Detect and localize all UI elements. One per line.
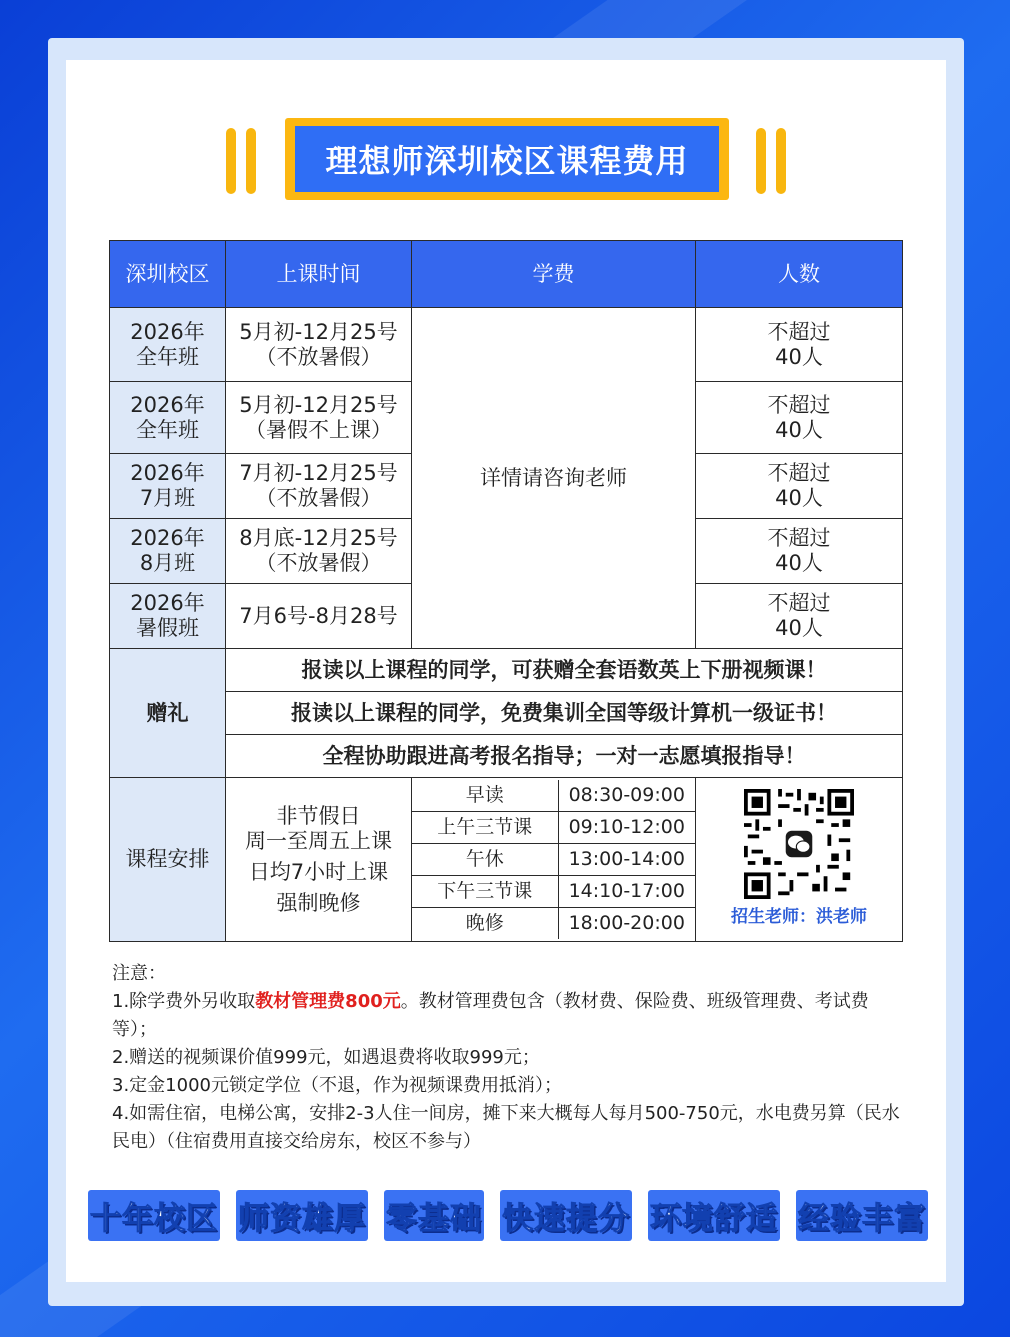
time-range: 5月初-12月25号 [239,319,398,344]
class-year: 2026年 [130,392,205,417]
gift-row [110,735,903,778]
class-year: 2026年 [130,319,205,344]
summary-line: 周一至周五上课 [245,828,392,853]
capacity-label: 不超过 [767,591,831,615]
summary-line: 非节假日 [276,803,361,828]
header-capacity: 人数 [696,241,903,308]
left-accent-bar [246,128,256,194]
header-time: 上课时间 [226,241,412,308]
fee-table [109,240,903,942]
schedule-row [110,778,903,942]
time-cell [226,382,412,454]
capacity-value: 40人 [775,344,823,369]
slogan: 环境舒适 [648,1190,780,1241]
gift-line: 报读以上课程的同学，可获赠全套语数英上下册视频课！ [226,649,903,692]
table-header-row [110,241,903,308]
slot-name: 午休 [412,844,558,876]
time-cell [226,308,412,382]
time-range: 7月6号-8月28号 [239,603,398,628]
capacity-label: 不超过 [767,526,831,550]
slot-name: 上午三节课 [412,812,558,844]
schedule-slots-cell [412,778,696,942]
slot-row [412,780,695,812]
slot-time: 13:00-14:00 [558,844,695,876]
class-type: 全年班 [136,344,199,369]
time-cell [226,519,412,584]
qr-caption: 招生老师：洪老师 [731,907,867,927]
note-item: 3.定金1000元锁定学位（不退，作为视频课费用抵消）； [112,1075,562,1096]
slot-row [412,812,695,844]
schedule-slots [412,780,695,939]
capacity-cell [696,454,903,519]
capacity-label: 不超过 [767,319,831,344]
class-type: 8月班 [139,551,196,575]
time-range: 5月初-12月25号 [239,392,398,417]
capacity-value: 40人 [775,417,823,442]
poster-card [66,60,946,1282]
capacity-label: 不超过 [767,392,831,417]
slot-time: 08:30-09:00 [558,780,695,812]
slot-row [412,908,695,940]
slot-time: 14:10-17:00 [558,876,695,908]
class-cell [110,382,226,454]
capacity-cell [696,584,903,649]
note-item: 2.赠送的视频课价值999元，如遇退费将收取999元； [112,1047,540,1068]
time-range: 8月底-12月25号 [239,526,398,550]
note-text: 1.除学费外另收取 [112,991,256,1012]
left-accent-bar [226,128,236,194]
header-campus: 深圳校区 [110,241,226,308]
summary-line: 强制晚修 [276,890,361,915]
gift-row [110,649,903,692]
time-note: （不放暑假） [255,344,382,369]
gift-row [110,692,903,735]
class-type: 暑假班 [136,616,199,640]
class-type: 全年班 [136,417,199,442]
notes-heading: 注意： [112,963,166,984]
class-year: 2026年 [130,526,205,550]
time-cell [226,584,412,649]
slogan: 经验丰富 [796,1190,928,1241]
slot-row [412,844,695,876]
summary-line: 日均7小时上课 [248,859,389,884]
slot-time: 09:10-12:00 [558,812,695,844]
table-row [110,308,903,382]
slogan: 快速提分 [500,1190,632,1241]
title-section [66,118,946,202]
slot-name: 晚修 [412,908,558,940]
schedule-label: 课程安排 [110,778,226,942]
slot-name: 下午三节课 [412,876,558,908]
note-highlight: 教材管理费800元 [255,991,401,1012]
slogan-bar [88,1190,928,1241]
class-year: 2026年 [130,461,205,485]
gift-label: 赠礼 [110,649,226,778]
right-accent-bar [756,128,766,194]
slot-name: 早读 [412,780,558,812]
fee-cell: 详情请咨询老师 [412,308,696,649]
title-box [285,118,729,200]
capacity-value: 40人 [775,551,823,575]
note-text: 。教材管理费包含（教材费、保险费、班级管理费、考试费等）； [112,991,869,1040]
qr-cell [696,778,903,942]
slot-row [412,876,695,908]
capacity-cell [696,308,903,382]
gift-line: 报读以上课程的同学，免费集训全国等级计算机一级证书！ [226,692,903,735]
qr-code [744,789,854,899]
class-cell [110,308,226,382]
class-year: 2026年 [130,591,205,615]
note-item [112,988,912,1044]
capacity-value: 40人 [775,486,823,510]
schedule-summary [226,778,412,942]
class-type: 7月班 [139,486,196,510]
capacity-cell [696,382,903,454]
slogan: 师资雄厚 [236,1190,368,1241]
right-accent-bar [776,128,786,194]
time-cell [226,454,412,519]
page-title: 理想师深圳校区课程费用 [295,126,719,192]
capacity-cell [696,519,903,584]
gift-line: 全程协助跟进高考报名指导；一对一志愿填报指导！ [226,735,903,778]
note-item: 4.如需住宿，电梯公寓，安排2-3人住一间房，摊下来大概每人每月500-750元，水电费另算（民水民电）（住宿费用直接交给房东，校区不参与） [112,1103,900,1152]
slogan: 十年校区 [88,1190,220,1241]
slot-time: 18:00-20:00 [558,908,695,940]
capacity-value: 40人 [775,616,823,640]
class-cell [110,519,226,584]
time-range: 7月初-12月25号 [239,461,398,485]
slogan: 零基础 [384,1190,484,1241]
class-cell [110,454,226,519]
header-fee: 学费 [412,241,696,308]
capacity-label: 不超过 [767,461,831,485]
time-note: （暑假不上课） [245,417,392,442]
class-cell [110,584,226,649]
notes-section [112,960,912,1156]
time-note: （不放暑假） [255,486,382,510]
time-note: （不放暑假） [255,551,382,575]
